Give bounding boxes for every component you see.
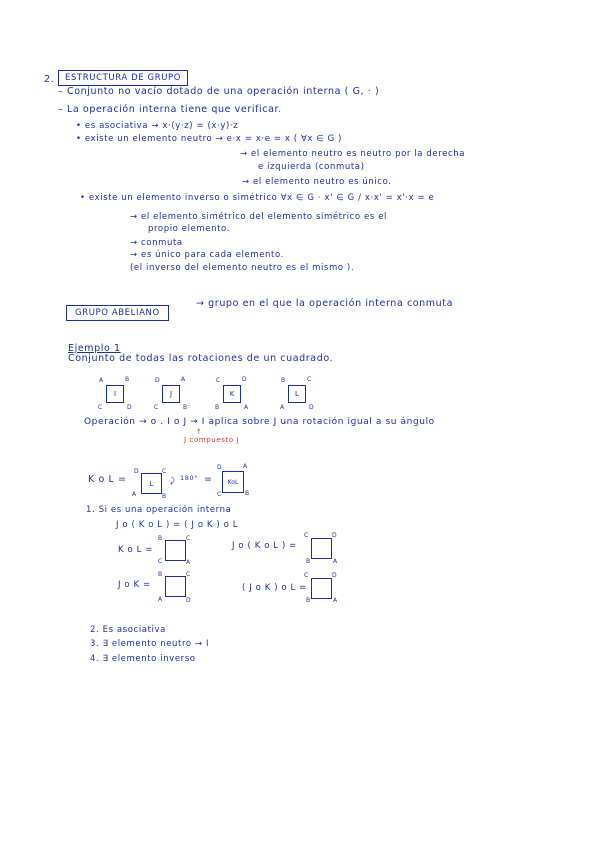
compuesto-note: J compuesto J — [184, 436, 240, 444]
rotation-square — [106, 385, 124, 403]
e3-square — [165, 576, 186, 597]
inverse-line: • existe un elemento inverso o simétrico ∀x ∈ G · x' ∈ G / x·x' = x'·x = e — [80, 193, 435, 203]
point-2: 2. Es asociativa — [90, 625, 166, 635]
neutral-note-b: e izquierda (conmuta) — [258, 162, 365, 172]
kol-square-1: L — [141, 473, 162, 494]
inverse-note-d: → es único para cada elemento. — [130, 250, 284, 260]
square-corner-tr: A — [181, 376, 186, 383]
square-corner-bl: C — [98, 404, 103, 411]
e1-square — [165, 540, 186, 561]
square-corner-tl: A — [99, 377, 104, 384]
example-subtitle: Conjunto de todas las rotaciones de un cuadrado. — [68, 353, 334, 364]
kol2-tl: D — [217, 464, 222, 471]
square-center-label: K — [229, 390, 235, 398]
point-3: 3. ∃ elemento neutro → I — [90, 639, 210, 649]
compuesto-arrow: ↑ — [196, 428, 203, 436]
rotation-square — [223, 385, 241, 403]
associative-line: • es asociativa → x·(y·z) = (x·y)·z — [76, 121, 239, 131]
square-corner-tl: D — [155, 377, 160, 384]
abelian-label: GRUPO ABELIANO — [66, 305, 169, 321]
jok-l-label: ( J o K ) o L = — [242, 583, 307, 593]
rotation-square — [162, 385, 180, 403]
section-title: ESTRUCTURA DE GRUPO — [58, 70, 188, 86]
square-center-label: L — [295, 390, 299, 398]
abelian-description: → grupo en el que la operación interna conmuta — [196, 298, 454, 309]
e1-bl: C — [158, 558, 163, 565]
e4-bl: B — [306, 597, 311, 604]
e4-br: A — [333, 597, 338, 604]
square-corner-bl: A — [280, 404, 285, 411]
rotation-arrow: ⤸ — [170, 476, 176, 485]
square-corner-br: B — [183, 404, 188, 411]
rotation-square — [288, 385, 306, 403]
e3-tr: C — [186, 571, 191, 578]
operation-line: Operación → o . I o J → I aplica sobre J una rotación igual a su ángulo — [84, 417, 435, 427]
square-corner-bl: C — [154, 404, 159, 411]
e1-tl: B — [158, 535, 163, 542]
square-corner-br: D — [127, 404, 132, 411]
kol-square-2: KoL — [222, 471, 244, 493]
square-corner-tr: C — [307, 376, 312, 383]
square-center-label: I — [113, 390, 117, 398]
e4-tl: C — [304, 572, 309, 579]
square-center-label: J — [169, 390, 173, 398]
e1-tr: C — [186, 535, 191, 542]
definition-line: – Conjunto no vacío dotado de una operación interna ( G, · ) — [58, 86, 380, 97]
e2-square — [311, 538, 332, 559]
verify-line: – La operación interna tiene que verificar. — [58, 104, 282, 115]
square-corner-bl: B — [215, 404, 220, 411]
inverse-note-c: → conmuta — [130, 238, 183, 248]
e2-bl: B — [306, 558, 311, 565]
e4-tr: D — [332, 572, 337, 579]
e2-br: A — [333, 558, 338, 565]
square-corner-br: D — [309, 404, 314, 411]
e3-bl: A — [158, 596, 163, 603]
square-corner-br: A — [244, 404, 249, 411]
e2-tl: C — [304, 532, 309, 539]
inverse-note-b: propio elemento. — [148, 224, 230, 234]
kol1-tl: D — [134, 468, 139, 475]
section-number: 2. — [44, 74, 55, 85]
point-4: 4. ∃ elemento inverso — [90, 654, 196, 664]
e2-tr: D — [332, 532, 337, 539]
kol2-br: B — [245, 490, 250, 497]
point-1-equation: J o ( K o L ) = ( J o K ) o L — [116, 520, 239, 530]
inverse-note-e: (el inverso del elemento neutro es el mismo ). — [130, 263, 355, 273]
e3-br: D — [186, 597, 191, 604]
kol1-bl: A — [132, 491, 137, 498]
e3-tl: B — [158, 571, 163, 578]
kol1-tr: C — [162, 468, 167, 475]
e4-square — [311, 578, 332, 599]
kol-label: K o L = — [88, 474, 127, 485]
square-corner-tr: D — [242, 376, 247, 383]
kol-equals: = — [204, 474, 213, 485]
kol2-tr: A — [243, 463, 248, 470]
neutral-note-a: → el elemento neutro es neutro por la derecha — [240, 149, 466, 159]
jok-label: J o K = — [118, 580, 151, 590]
jo-kol-label: J o ( K o L ) = — [232, 541, 297, 551]
kol2-bl: C — [217, 491, 222, 498]
neutral-line: • existe un elemento neutro → e·x = x·e = x ( ∀x ∈ G ) — [76, 134, 343, 144]
kol1-br: B — [162, 493, 167, 500]
example-heading: Ejemplo 1 — [68, 343, 121, 354]
square-corner-tl: C — [216, 377, 221, 384]
neutral-note-c: → el elemento neutro es único. — [242, 177, 392, 187]
e1-br: A — [186, 559, 191, 566]
inverse-note-a: → el elemento simétrico del elemento simétrico es el — [130, 212, 387, 222]
point-1: 1. Si es una operación interna — [86, 505, 232, 515]
kol-label-2: K o L = — [118, 545, 153, 555]
square-corner-tl: B — [281, 377, 286, 384]
rotation-angle: 180° — [180, 474, 199, 482]
square-corner-tr: B — [125, 376, 130, 383]
